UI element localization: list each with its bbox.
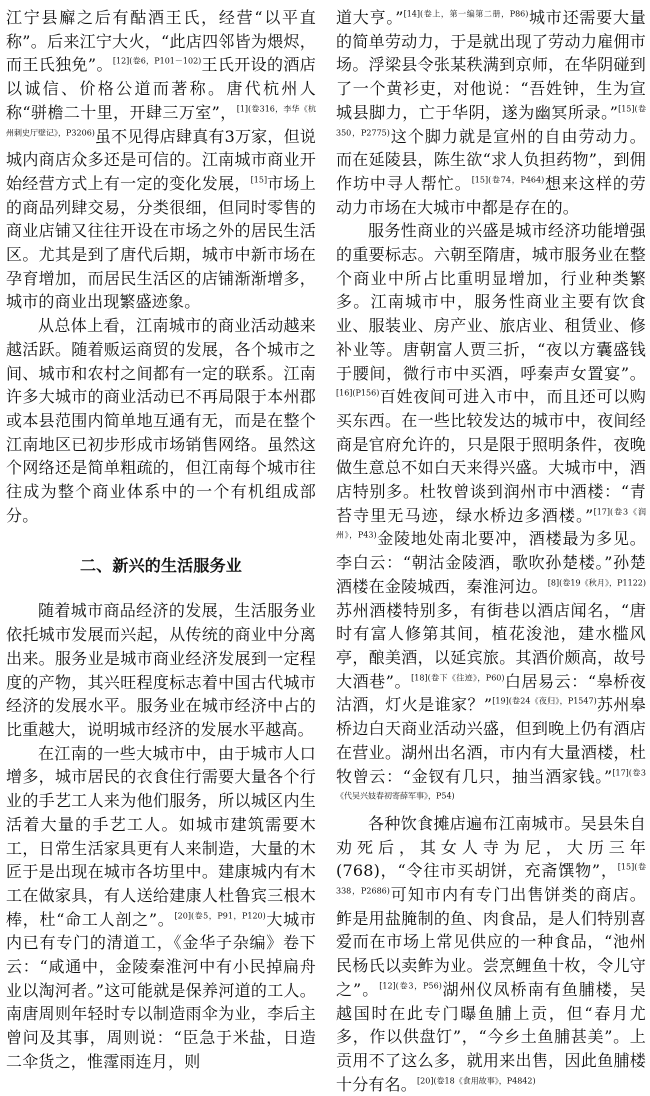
text-run: 王氏开设的酒店以诚信、价格公道而著称。唐代杭州人称“骈檐二十里，开肆三万室”， [6,55,316,122]
text-run: 大城市内已有专门的清道工，《金华子杂编》卷下云：“咸通中，金陵秦淮河中有小民掉扁舟业以淘河者。”这可能就是保养河道的工人。南唐周则年轻时专以制造雨伞为业，李后主曾问及其事，周则说：“臣急于米盐，日造二伞货之，惟霪雨连月，则 [6,909,317,1071]
citation-ref: [20](卷18《食用故事》，P4842) [417,1076,536,1086]
citation-ref: [17](卷3《代吴兴妓春初寄薛军事》，P54) [336,768,646,801]
paragraph [336,6,646,219]
text-run: 从总体上看，江南城市的商业活动越来越活跃。随着贩运商贸的发展，各个城市之间、城市和农村之间都有一定的联系。江南许多大城市的商业活动已不再局限于本州郡或本县范围内简单地互通有无，而是在整个江南地区已初步形成市场销售网络。虽然这个网络还是简单粗疏的，但江南每个城市往往成为整个商业体系中的一个有机组成部分。 [6,316,316,525]
text-run: 苏州酒楼特别多，有街巷以酒店闻名，“唐时有富人修第其间，植花浚池，建水槛风亭，酿美酒，以延宾旅。其酒价颇高，故号大酒巷”。 [336,600,646,691]
right-column [336,6,646,1096]
citation-ref: [15](卷74，P464) [471,175,545,185]
text-run: 湖州仪凤桥南有鱼脯楼，吴越国时在此专门曝鱼脯上贡，但“春月尤多，作以供盘饤”，“今乡土鱼脯甚美”。上贡用不了这么多，就用来出售，因此鱼脯楼十分有名。 [336,979,646,1094]
citation-ref: [12](卷6，P101－102) [112,57,202,67]
citation-ref: [15](卷350，P2775) [336,104,647,138]
text-run: 道大亨。” [336,8,404,27]
section-heading: 二、新兴的生活服务业 [79,556,242,576]
text-run: 白居易云：“皋桥夜沽酒，灯火是谁家？” [336,671,646,715]
text-run: 苏州皋桥边白天商业活动兴盛，但到晚上仍有酒店在营业。湖州出名酒，市内有大量酒楼，杜牧曾云：“金钗有几只，抽当酒家钱。” [336,695,646,786]
citation-ref: [14](卷上，第一编第二册，P86) [403,9,529,19]
left-column [6,6,316,1074]
text-run: 城市还需要大量的简单劳动力，于是就出现了劳动力雇佣市场。浮梁县令张某秩满到京师，在华阴碰到了一个黄衫吏，对他说：“吾姓钟，生为宣城县脚力，亡于华阴，遂为幽冥所录。” [336,8,646,122]
text-run: 这个脚力就是宣州的自由劳动力。而在延陵县，陈生欲“求人负担药物”，到佣作坊中寻人帮忙。 [336,126,646,193]
text-run: 虽不见得店肆真有3万家，但说城内商店众多还是可信的。江南城市商业开始经营方式上有一定的变化发展， [6,126,316,193]
paragraph [6,599,316,741]
citation-ref: [15](卷338，P2686) [336,862,646,896]
text-run: 各种饮食摊店遍布江南城市。吴县朱自劝死后，其女人寺为尼，大历三年(768)，“令往市买胡饼，充斋馔物”， [336,813,646,881]
citation-ref: [8](卷19《秋月》，P1122) [547,578,646,588]
citation-ref: [15] [250,175,268,185]
citation-ref: [18](卷下《往迹》，P60) [411,673,505,683]
paragraph [336,219,646,812]
text-run: 百姓夜间可进入市中，而且还可以购买东西。在一些比较发达的城市中，夜间经商是官府允许的，只是限于照明条件，夜晚做生意总不如白天来得兴盛。大城市中，酒店特别多。杜牧曾谈到润州市中酒楼：“青苔寺里无马迹，绿水桥边多酒楼。” [336,387,646,525]
citation-ref: [1](卷316，李华《杭州刺史厅壁记》，P3206) [6,104,316,138]
text-run: 在江南的一些大城市中，由于城市人口增多，城市居民的衣食住行需要大量各个行业的手艺工人来为他们服务，所以城区内生活着大量的手艺工人。如城市建筑需要木工，日常生活家具更有人来制造，大量的木匠于是出现在城市各坊里中。建康城内有木工在做家具，有人送给建康人杜鲁宾三根木棒，杜“命工人剖之”。 [6,743,316,929]
text-run: 金陵地处南北要冲，酒楼最为多见。李白云：“朝沽金陵酒，歌吹孙楚楼。”孙楚酒楼在金陵城西，秦淮河边。 [336,529,647,596]
text-run: 随着城市商品经济的发展，生活服务业依托城市发展而兴起，从传统的商业中分离出来。服务业是城市商业经济发展到一定程度的产物，其兴旺程度标志着中国古代城市经济的发展水平。服务业在城市经济中占的比重越大，说明城市经济的发展水平越高。 [6,601,316,739]
text-run: 想来这样的劳动力市场在大城市中都是存在的。 [336,173,646,217]
paragraph [6,742,316,1074]
text-run: 市场上的商品列肆交易，分类很细，但同时零售的商业店铺又往往开设在市场之外的居民生活区。尤其是到了唐代后期，城市中新市场在孕育增加，而居民生活区的店铺渐渐增多，城市的商业出现繁盛迹象。 [6,173,316,312]
citation-ref: [19](卷24《夜归》，P1547) [492,697,597,707]
citation-ref: [12](卷3，P56) [379,981,442,991]
citation-ref: [20](卷5，P91，P120) [174,911,266,921]
text-run: 可知市内有专门出售饼类的商店。鲊是用盐腌制的鱼、肉食品，是人们特别喜爱而在市场上常见供应的一种食品，“池州民杨氏以卖鲊为业。尝烹鲤鱼十枚，令儿守之”。 [336,885,646,999]
text-run: 服务性商业的兴盛是城市经济功能增强的重要标志。六朝至隋唐，城市服务业在整个商业中所占比重明显增加，行业种类繁多。江南城市中，服务性商业主要有饮食业、服装业、房产业、旅店业、租赁业、修补业等。唐朝富人贾三折，“夜以方囊盛钱于腰间，微行市中买酒，呼秦声女置宴”。 [336,221,646,383]
text-run: 江宁县廨之后有酤酒王氏，经营“以平直称”。后来江宁大火，“此店四邻皆为煨烬，而王氏独免”。 [6,8,316,75]
paragraph [336,812,646,1096]
paragraph [6,6,316,314]
citation-ref: [16](P156) [336,388,380,398]
paragraph [6,314,316,527]
citation-ref: [17](卷3《润州》，P43) [336,507,646,541]
